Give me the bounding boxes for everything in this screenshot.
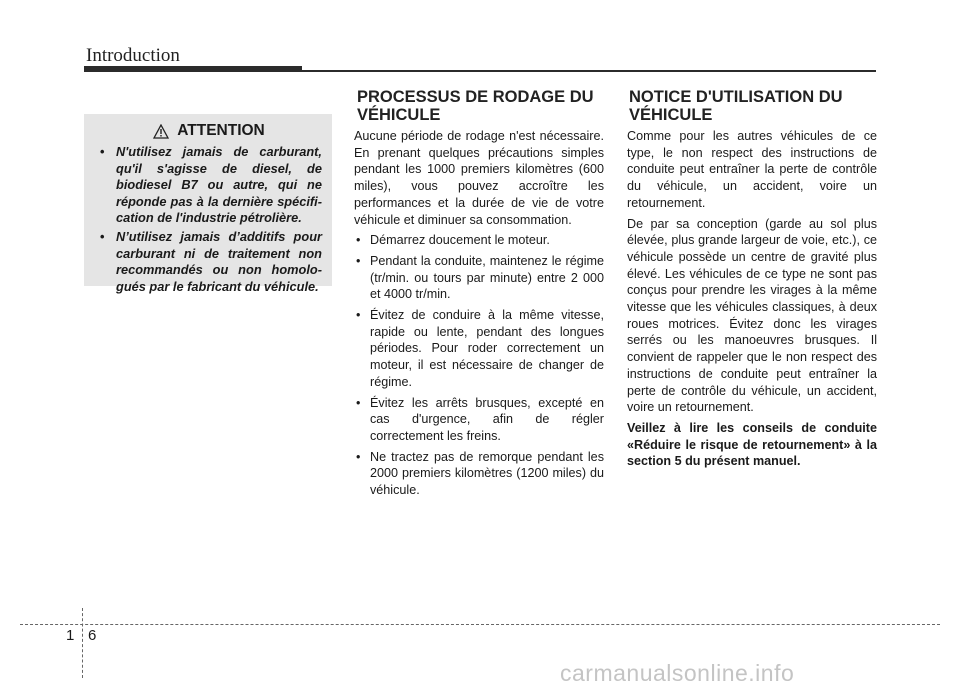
header-bar-thick: [84, 66, 302, 72]
page-number: 6: [88, 627, 97, 644]
notice-title-line1: NOTICE D'UTILISATION DU: [629, 88, 843, 106]
notice-paragraph-bold: Veillez à lire les conseils de conduite «Réduire le risque de retournement» à la section 5 du présent manuel.: [627, 420, 877, 469]
caution-item: • N'utilisez jamais de carburant, qu'il s'agisse de diesel, de biodiesel B7 ou autre, qui ne réponde pas à la dernière spécifi- cation de l'industrie pétrolière.: [96, 144, 322, 227]
rodage-title-line1: PROCESSUS DE RODAGE DU: [357, 88, 594, 106]
watermark: carmanualsonline.info: [560, 660, 795, 686]
rodage-bullet: • Pendant la conduite, maintenez le régime (tr/min. ou tours par minute) entre 2 000 et 4000 tr/min.: [354, 253, 604, 303]
caution-item: • N’utilisez jamais d’additifs pour carburant ni de traitement non recommandés ou non homolo- gués par le fabricant du véhicule.: [96, 229, 322, 295]
rodage-bullet: • Évitez de conduire à la même vitesse, rapide ou lente, pendant des longues périodes. Pour roder correctement un moteur, il est nécessaire de changer de régime.: [354, 307, 604, 391]
notice-title: [629, 89, 843, 124]
rodage-bullet: • Évitez les arrêts brusques, excepté en cas d'urgence, afin de régler correctement les freins.: [354, 395, 604, 445]
caution-title: ATTENTION: [177, 122, 265, 139]
chapter-number: 1: [66, 627, 75, 644]
caution-box: [84, 114, 332, 294]
section-header: Introduction: [86, 45, 180, 66]
rodage-bullet: • Ne tractez pas de remorque pendant les 2000 premiers kilomètres (1200 miles) du véhicule.: [354, 449, 604, 499]
caution-header: [96, 122, 322, 140]
rodage-title-line2: VÉHICULE: [357, 105, 441, 124]
rodage-bullets: [354, 232, 604, 499]
rodage-bullet: • Démarrez doucement le moteur.: [354, 232, 604, 249]
notice-paragraph: De par sa conception (garde au sol plus élevée, plus grande largeur de voie, etc.), ce véhicule possède un centre de gravité plus élevé. Les véhicules de ce type ne sont pas conçus pour prendre les virages à la même vitesse que les véhicules classiques, à deux roues motrices. Évitez donc les virages serrés ou les manoeuvres brusques. Il convient de rappeler que le non respect des instructions de conduite peut entraîner la perte de contrôle du véhicule, un accident, voire un retournement.: [627, 216, 877, 415]
rodage-title: [357, 89, 594, 124]
rodage-intro: Aucune période de rodage n'est nécessaire. En prenant quelques précautions simples pendant les 1000 premiers kilomètres (600 miles), vous pouvez accroître les performances et la durée de vie de votre véhicule et diminuer sa consommation.: [354, 129, 604, 227]
notice-paragraph: Comme pour les autres véhicules de ce type, le non respect des instructions de conduite peut entraîner la perte de contrôle du véhicule, un accident, voire un retournement.: [627, 129, 877, 210]
header-bar-thin: [302, 70, 876, 72]
warning-triangle-icon: [153, 124, 169, 139]
notice-body: [627, 128, 877, 474]
caution-list: [96, 144, 322, 295]
footer-vertical-divider: [82, 608, 83, 678]
rodage-body: [354, 128, 604, 503]
notice-title-line2: VÉHICULE: [629, 105, 713, 124]
footer-divider: [20, 624, 940, 625]
